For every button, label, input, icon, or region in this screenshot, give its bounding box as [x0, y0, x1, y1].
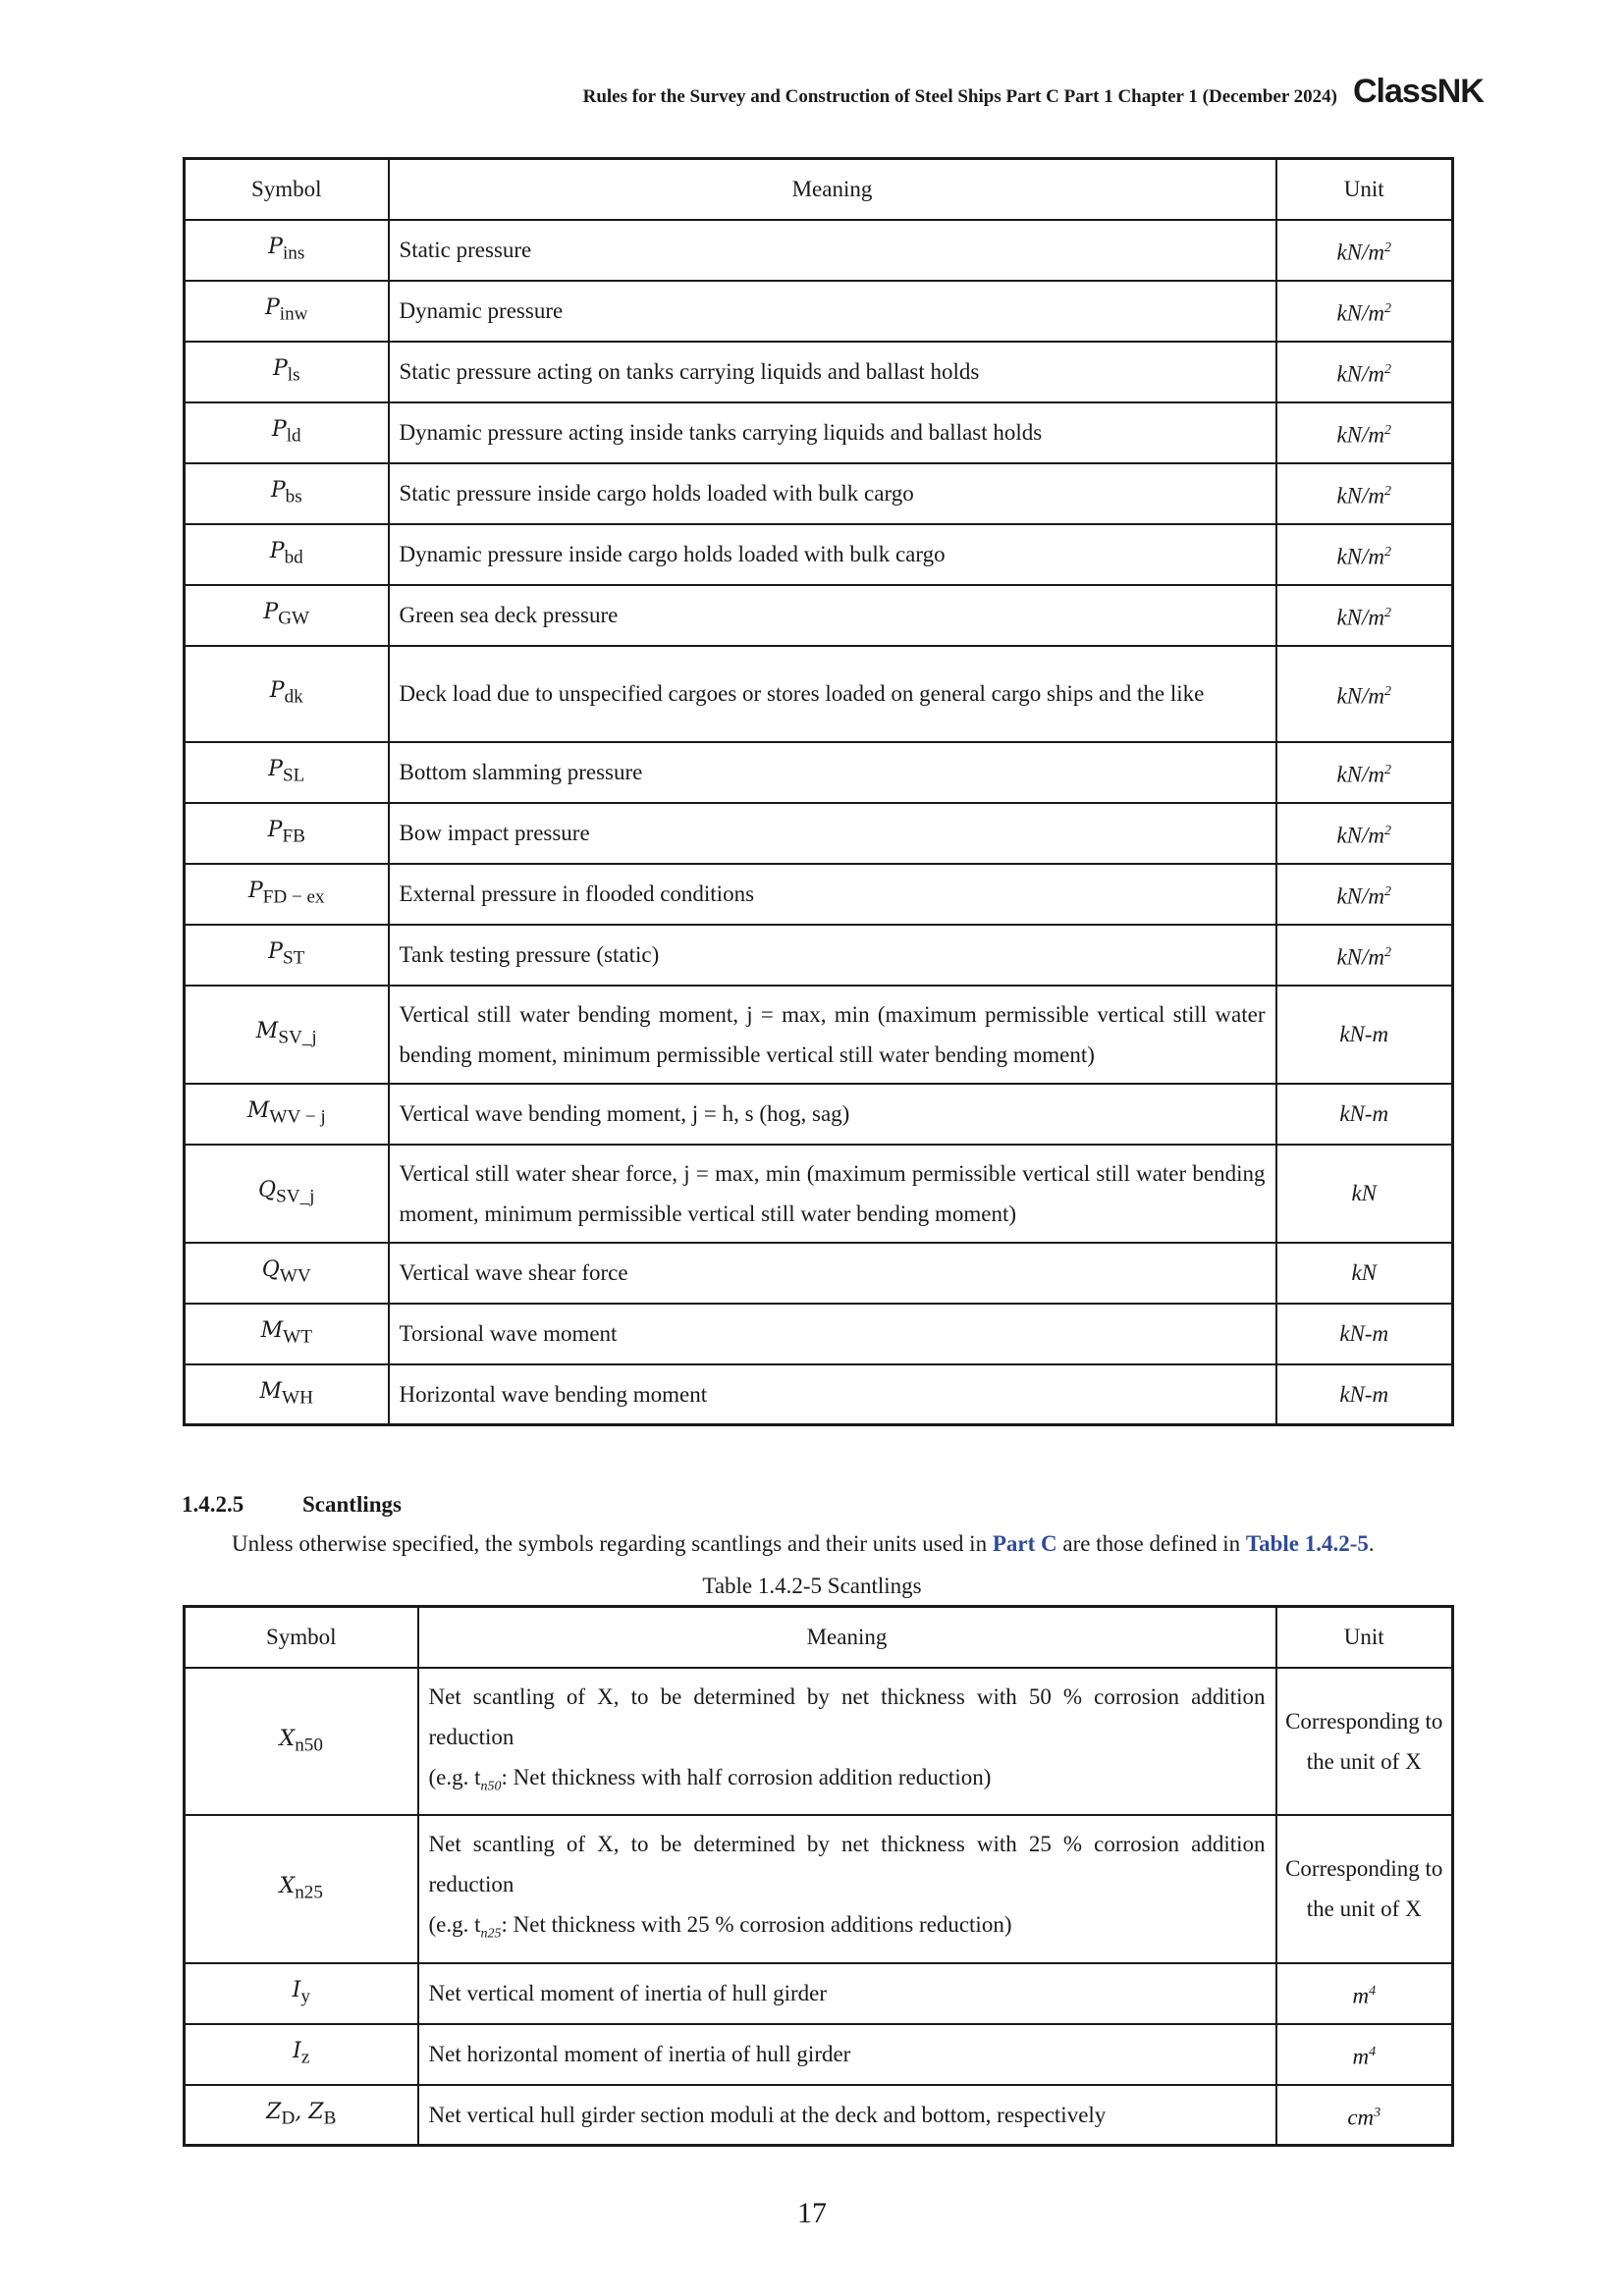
table-row — [185, 1084, 1453, 1145]
meaning-cell: Dynamic pressure inside cargo holds loaded with bulk cargo — [389, 524, 1276, 585]
table-row — [185, 342, 1453, 402]
unit-cell — [1276, 1304, 1453, 1364]
meaning-cell: Horizontal wave bending moment — [389, 1364, 1276, 1425]
symbol-subscript: D — [281, 2108, 296, 2129]
symbol-subscript: GW — [278, 608, 310, 629]
meaning-cell: Green sea deck pressure — [389, 585, 1276, 646]
symbol-cell — [185, 986, 389, 1084]
symbol-cell — [185, 342, 389, 402]
unit-exponent: 2 — [1384, 240, 1392, 255]
meaning-cell: Vertical wave bending moment, j = h, s (hog, sag) — [389, 1084, 1276, 1145]
meaning-cell — [418, 1668, 1276, 1816]
example-prefix: (e.g. t — [428, 1764, 481, 1789]
symbol-cell — [185, 1668, 418, 1816]
paragraph-text-start: Unless otherwise specified, the symbols regarding scantlings and their units used in — [232, 1531, 993, 1556]
symbol-cell — [185, 402, 389, 463]
symbol-subscript: ld — [286, 425, 301, 447]
symbol-subscript: inw — [279, 303, 308, 325]
symbol-cell — [185, 1364, 389, 1425]
symbol-letter: P — [268, 757, 283, 782]
meaning-example-line — [429, 1904, 1266, 1954]
unit-text: kN — [1351, 1260, 1378, 1285]
symbol-subscript: ins — [282, 242, 305, 264]
unit-cell — [1276, 1364, 1453, 1425]
symbol-letter: P — [247, 879, 263, 904]
symbol-letter: X — [279, 1726, 296, 1751]
unit-exponent: 4 — [1369, 1983, 1377, 1999]
symbol-letter: P — [263, 600, 279, 625]
unit-cell — [1276, 2024, 1453, 2085]
symbol-letter: M — [259, 1378, 283, 1404]
meaning-cell: Static pressure acting on tanks carrying liquids and ballast holds — [389, 342, 1276, 402]
symbol-letter: P — [268, 939, 283, 965]
page-number: 17 — [797, 2197, 827, 2229]
unit-exponent: 2 — [1384, 823, 1392, 838]
meaning-cell: Net vertical moment of inertia of hull girder — [418, 1963, 1276, 2024]
meaning-cell: Bottom slamming pressure — [389, 742, 1276, 803]
unit-cell — [1276, 220, 1453, 281]
symbol-cell — [185, 742, 389, 803]
table-row — [185, 742, 1453, 803]
unit-text: kN-m — [1339, 1321, 1389, 1346]
symbol-cell — [185, 220, 389, 281]
column-header-symbol: Symbol — [185, 1607, 418, 1668]
symbol-subscript: ST — [282, 947, 305, 969]
unit-exponent: 2 — [1384, 683, 1392, 699]
table-row — [185, 1668, 1453, 1816]
symbol-cell — [185, 463, 389, 524]
symbol-subscript: WV — [279, 1265, 311, 1287]
unit-text: kN/m — [1336, 762, 1385, 787]
section-number: 1.4.2.5 — [182, 1492, 244, 1517]
symbol-letter: P — [272, 356, 288, 382]
column-header-symbol: Symbol — [185, 159, 389, 220]
document-title: Rules for the Survey and Construction of Steel Ships Part C Part 1 Chapter 1 (December 2024) — [582, 86, 1337, 107]
meaning-cell: Torsional wave moment — [389, 1304, 1276, 1364]
unit-exponent: 2 — [1384, 483, 1392, 499]
table-row — [185, 281, 1453, 342]
table-row — [185, 1304, 1453, 1364]
unit-exponent: 2 — [1384, 422, 1392, 438]
table-header-row — [185, 1607, 1453, 1668]
scantlings-table — [183, 1605, 1454, 2147]
column-header-unit: Unit — [1276, 159, 1453, 220]
table-row — [185, 2024, 1453, 2085]
unit-text: kN-m — [1339, 1022, 1389, 1046]
unit-cell — [1276, 1963, 1453, 2024]
unit-text: kN/m — [1336, 240, 1385, 265]
symbol-letter: M — [260, 1318, 284, 1344]
unit-text: kN-m — [1339, 1101, 1389, 1126]
meaning-cell: Bow impact pressure — [389, 803, 1276, 864]
meaning-cell: Static pressure — [389, 220, 1276, 281]
symbol-letter: P — [264, 295, 280, 321]
unit-cell — [1276, 463, 1453, 524]
symbol-cell — [185, 1145, 389, 1243]
paragraph-text-middle: are those defined in — [1056, 1531, 1246, 1556]
meaning-cell: Vertical still water shear force, j = max, min (maximum permissible vertical still water bending moment, minimum permissible vertical still water bending moment) — [389, 1145, 1276, 1243]
unit-text: kN — [1351, 1181, 1378, 1205]
symbol-subscript: bd — [284, 547, 303, 568]
symbol-subscript: n50 — [295, 1735, 323, 1756]
unit-cell — [1276, 986, 1453, 1084]
symbol-subscript: WT — [283, 1326, 312, 1348]
symbol-cell — [185, 1304, 389, 1364]
unit-cell: Corresponding to the unit of X — [1276, 1668, 1453, 1816]
symbol-subscript: n25 — [295, 1882, 323, 1903]
meaning-cell: External pressure in flooded conditions — [389, 864, 1276, 925]
symbol-subscript: z — [300, 2047, 310, 2068]
symbol-letter: M — [255, 1019, 279, 1044]
symbol-cell — [185, 2085, 418, 2146]
unit-exponent: 2 — [1384, 605, 1392, 620]
table-row — [185, 1243, 1453, 1304]
meaning-cell: Deck load due to unspecified cargoes or stores loaded on general cargo ships and the like — [389, 646, 1276, 742]
example-suffix: : Net thickness with half corrosion addition reduction) — [501, 1764, 992, 1789]
meaning-cell: Dynamic pressure acting inside tanks carrying liquids and ballast holds — [389, 402, 1276, 463]
symbol-letter: Z — [266, 2100, 282, 2125]
unit-text: kN/m — [1336, 944, 1385, 970]
meaning-cell: Static pressure inside cargo holds loaded with bulk cargo — [389, 463, 1276, 524]
paragraph-text-end: . — [1368, 1531, 1375, 1556]
table-row — [185, 585, 1453, 646]
table-row — [185, 925, 1453, 986]
symbol-subscript: y — [300, 1986, 310, 2007]
unit-exponent: 3 — [1374, 2105, 1381, 2120]
unit-cell — [1276, 2085, 1453, 2146]
table-row — [185, 1963, 1453, 2024]
page-header — [0, 73, 1624, 116]
symbol-letter: I — [293, 2039, 301, 2064]
unit-cell — [1276, 1243, 1453, 1304]
unit-text: kN/m — [1336, 544, 1385, 569]
symbol-letter: P — [270, 478, 286, 504]
table-row — [185, 2085, 1453, 2146]
meaning-cell: Dynamic pressure — [389, 281, 1276, 342]
unit-cell — [1276, 1145, 1453, 1243]
symbol-letter-2: , Z — [295, 2100, 324, 2125]
table-row — [185, 1815, 1453, 1963]
example-subscript: n25 — [480, 1926, 502, 1942]
meaning-cell: Tank testing pressure (static) — [389, 925, 1276, 986]
symbol-cell — [185, 524, 389, 585]
unit-text: kN/m — [1336, 483, 1385, 508]
meaning-example-line — [429, 1757, 1266, 1807]
column-header-meaning: Meaning — [389, 159, 1276, 220]
table-row — [185, 864, 1453, 925]
unit-cell — [1276, 864, 1453, 925]
symbol-cell — [185, 803, 389, 864]
table-row — [185, 1145, 1453, 1243]
symbol-letter: P — [267, 818, 283, 843]
unit-cell — [1276, 281, 1453, 342]
unit-text: kN/m — [1336, 300, 1385, 326]
symbol-subscript: ls — [287, 364, 300, 386]
unit-exponent: 2 — [1384, 361, 1392, 377]
table-row — [185, 1364, 1453, 1425]
unit-exponent: 2 — [1384, 300, 1392, 316]
unit-exponent: 4 — [1369, 2044, 1377, 2059]
column-header-unit: Unit — [1276, 1607, 1453, 1668]
symbol-letter: P — [269, 678, 285, 704]
symbol-letter: Q — [258, 1178, 277, 1203]
symbol-cell — [185, 1084, 389, 1145]
unit-cell — [1276, 803, 1453, 864]
section-title: Scantlings — [302, 1492, 402, 1517]
section-heading — [182, 1492, 402, 1518]
symbol-cell — [185, 1815, 418, 1963]
unit-cell — [1276, 646, 1453, 742]
symbol-letter: P — [268, 235, 283, 260]
unit-text: kN/m — [1336, 883, 1385, 909]
symbol-subscript-2: B — [323, 2108, 337, 2129]
symbol-subscript: WH — [282, 1387, 313, 1409]
unit-cell — [1276, 402, 1453, 463]
symbol-cell — [185, 281, 389, 342]
unit-cell — [1276, 742, 1453, 803]
meaning-line: Net scantling of X, to be determined by net thickness with 25 % corrosion addition reduction — [428, 1832, 1266, 1897]
symbol-letter: X — [279, 1874, 296, 1899]
table-row — [185, 986, 1453, 1084]
meaning-cell — [418, 1815, 1276, 1963]
symbol-letter: P — [271, 417, 287, 443]
table-row — [185, 646, 1453, 742]
symbol-cell — [185, 646, 389, 742]
table-reference-link[interactable]: Table 1.4.2-5 — [1245, 1531, 1369, 1556]
table-header-row — [185, 159, 1453, 220]
example-subscript: n50 — [480, 1779, 502, 1794]
example-prefix: (e.g. t — [428, 1912, 481, 1938]
example-suffix: : Net thickness with 25 % corrosion additions reduction) — [501, 1912, 1012, 1938]
symbol-cell — [185, 585, 389, 646]
unit-text: m — [1352, 2044, 1370, 2069]
unit-text: cm — [1347, 2105, 1375, 2130]
symbol-subscript: SV_j — [278, 1027, 317, 1048]
meaning-cell: Vertical still water bending moment, j = max, min (maximum permissible vertical still water bending moment, minimum permissible vertical still water bending moment) — [389, 986, 1276, 1084]
table-row — [185, 463, 1453, 524]
unit-cell — [1276, 925, 1453, 986]
symbol-cell — [185, 1963, 418, 2024]
unit-cell — [1276, 524, 1453, 585]
symbol-subscript: FD − ex — [262, 886, 325, 908]
unit-text: m — [1352, 1983, 1370, 2008]
symbol-cell — [185, 2024, 418, 2085]
unit-exponent: 2 — [1384, 544, 1392, 560]
unit-exponent: 2 — [1384, 762, 1392, 777]
unit-exponent: 2 — [1384, 883, 1392, 899]
meaning-cell: Net vertical hull girder section moduli at the deck and bottom, respectively — [418, 2085, 1276, 2146]
symbol-cell — [185, 864, 389, 925]
symbol-subscript: bs — [285, 486, 302, 507]
unit-exponent: 2 — [1384, 944, 1392, 960]
symbol-subscript: dk — [284, 686, 303, 708]
unit-text: kN/m — [1336, 422, 1385, 448]
symbol-subscript: WV − j — [269, 1106, 326, 1128]
symbol-cell — [185, 1243, 389, 1304]
table-row — [185, 524, 1453, 585]
symbol-letter: M — [246, 1098, 270, 1124]
table-row — [185, 220, 1453, 281]
symbol-letter: P — [269, 539, 285, 564]
unit-text: kN-m — [1339, 1381, 1389, 1407]
unit-text: kN/m — [1336, 823, 1385, 848]
unit-cell — [1276, 1084, 1453, 1145]
symbol-subscript: FB — [282, 826, 305, 847]
meaning-cell: Net horizontal moment of inertia of hull girder — [418, 2024, 1276, 2085]
symbol-letter: Q — [261, 1257, 280, 1283]
symbol-letter: I — [292, 1978, 301, 2003]
unit-cell — [1276, 342, 1453, 402]
symbol-subscript: SV_j — [276, 1186, 315, 1207]
table-row — [185, 402, 1453, 463]
part-c-link[interactable]: Part C — [992, 1531, 1057, 1556]
unit-cell — [1276, 585, 1453, 646]
unit-text: kN/m — [1336, 683, 1385, 709]
column-header-meaning: Meaning — [418, 1607, 1276, 1668]
unit-cell: Corresponding to the unit of X — [1276, 1815, 1453, 1963]
meaning-line: Net scantling of X, to be determined by net thickness with 50 % corrosion addition reduction — [428, 1683, 1266, 1749]
classnk-logo: ClassNK — [1353, 73, 1484, 110]
symbol-subscript: SL — [282, 765, 305, 786]
pressure-loads-table — [183, 157, 1454, 1426]
meaning-cell: Vertical wave shear force — [389, 1243, 1276, 1304]
unit-text: kN/m — [1336, 605, 1385, 630]
table-row — [185, 803, 1453, 864]
section-paragraph — [232, 1531, 1375, 1557]
unit-text: kN/m — [1336, 361, 1385, 387]
table-caption: Table 1.4.2-5 Scantlings — [702, 1574, 922, 1598]
symbol-cell — [185, 925, 389, 986]
